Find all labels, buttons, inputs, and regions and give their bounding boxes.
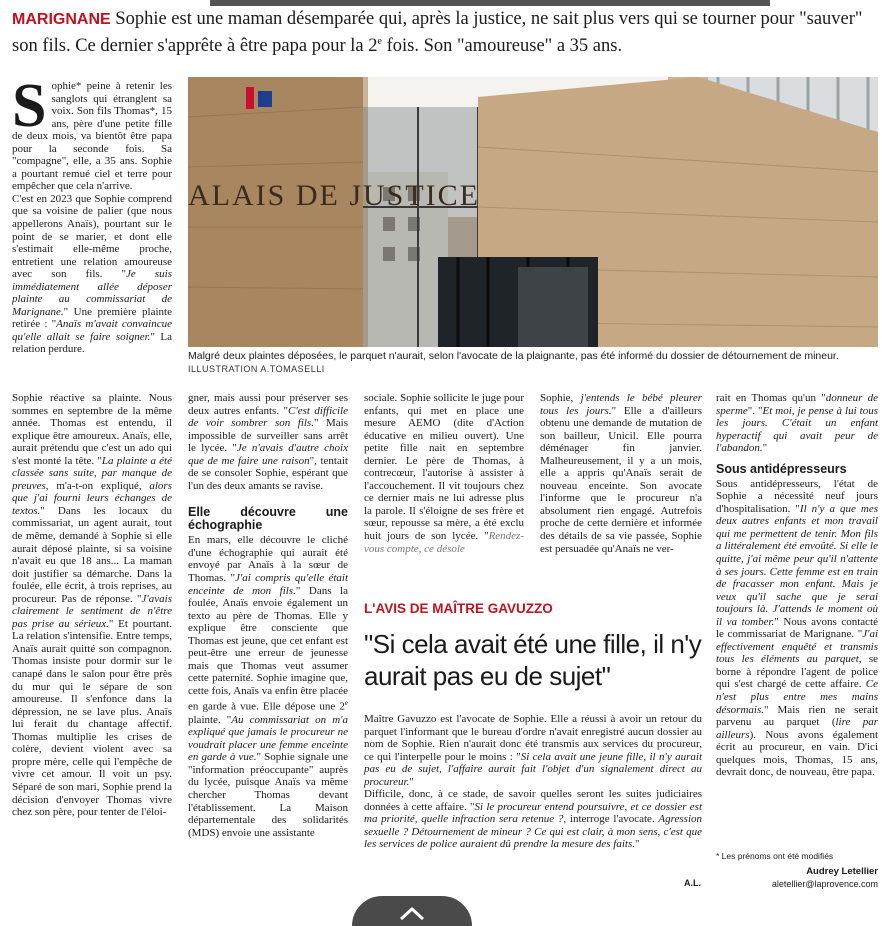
lead-text: Sophie est une maman désemparée qui, après la justice, ne sait plus vers qui se tourner pour "sauver" son fils. Ce dernier s'apprête à être papa pour la 2: [12, 9, 863, 57]
photo-illustration: [188, 77, 878, 347]
quote-italic: j'entends le bébé pleurer tous les jours.: [540, 392, 702, 417]
quote-italic: J'ai compris qu'elle était enceinte de mon fils.: [188, 572, 348, 597]
paragraph: " Nous avons contacté le commissariat de Marignane. ": [716, 615, 878, 641]
quote-italic: J'ai effectivement enquêté et transmis tous les éléments au parquet,: [716, 628, 878, 666]
quote-italic: J'avais clairement le sentiment de n'être pas prise au sérieux.: [12, 592, 172, 630]
quote-italic: Rendez-vous compte, ce désole: [364, 530, 524, 555]
paragraph: " Mais impossible de surveiller sans arrêt le lycée. ": [188, 417, 348, 455]
article-column-5: [716, 392, 878, 848]
paragraph: ophie* peine à retenir les sanglots qui étranglent sa voix. Son fils Thomas*, 15 ans, père d'une petite fille de deux mois, va bientôt être papa pour la seconde fois. Sa "compagne", elle, a 35 ans. Sophie a pourtant remué ciel et terre pour empêcher que cela n'arrive.: [12, 80, 172, 193]
drop-cap: S: [12, 80, 47, 140]
article-column-1-bottom: [12, 392, 172, 904]
paragraph: " La relation perdure.: [12, 330, 172, 356]
photo-credit: ILLUSTRATION A.TOMASELLI: [188, 364, 325, 374]
quote-italic: Et moi, je pense à lui tous les jours. C'était un enfant hyperactif qui avait peur de l'abandon.: [716, 404, 878, 455]
quote-italic: C'est difficile de voir sombrer son fils.: [188, 404, 348, 430]
quote-italic: donneur de sperme: [716, 392, 878, 417]
author-email[interactable]: aletellier@laprovence.com: [771, 879, 878, 889]
quote-italic: Si cela avait une jeune fille, il n'y aurait pas eu de sujet, l'affaire aurait fait l'objet d'un signalement direct au procureur.: [364, 750, 703, 788]
paragraph: " Elle a d'ailleurs obtenu une demande de mutation de son bailleur, Unicil. Elle pourra déménager fin janvier. Malheureusement, il y a un mois, elle a appris qu'Anaïs serait de nouveau enceinte. Son avocate l'informe que le procureur n'a absolument rien engagé. Autrefois proche de cette dernière et informée des détails de sa vie passée, Sophie est persuadée qu'Anaïs ne ver-: [540, 404, 702, 555]
paragraph: Sous antidépresseurs, l'état de Sophie a nécessité neuf jours d'hospitalisation. ": [716, 477, 878, 515]
paragraph: C'est en 2023 que Sophie comprend que sa voisine de palier (que nous appellerons Anaïs), pourtant sur le point de se marier, et dont elle s'estimait elle-même proche, entretient une relation amoureuse avec son fils. ": [12, 192, 172, 281]
courthouse-photo: [188, 77, 878, 347]
paragraph: ). Nous avons également écrit au procureur, en vain. D'ici quelques mois, Thomas, 15 ans, devrait donc, de nouveau, être papa.: [716, 728, 878, 779]
quote-italic: Au commissariat on m'a expliqué que jamais le procureur ne voudrait placer une femme enceinte en garde à vue.: [188, 713, 348, 764]
lead-paragraph: [12, 8, 884, 57]
top-scrollbar: [210, 0, 770, 6]
quote-italic: La plainte a été classée sans suite, par manque de preuves,: [12, 454, 172, 492]
quote-italic: Ce n'est plus entre mes mains désormais.: [716, 678, 878, 716]
paragraph: plainte. ": [188, 713, 232, 726]
paragraph: Sophie,: [540, 392, 581, 404]
paragraph: interroge l'avocate.: [566, 813, 659, 826]
paragraph: m'a-t-on expliqué,: [48, 479, 142, 492]
paragraph: Sophie réactive sa plainte. Nous sommes en septembre de la même année. Thomas est entendu, il explique être amoureux. Anaïs, elle, aurait prétendu que c'est un ado qui s'est monté la tête. ": [12, 392, 172, 467]
lead-text-end: fois. Son "amoureuse" a 35 ans.: [381, 36, 623, 57]
article-column-2: [188, 392, 348, 904]
quote-italic: lire par ailleurs: [716, 716, 878, 741]
paragraph: " Dans la foulée, Anaïs envoie également un texto au père de Thomas. Elle y explique être consciente que Thomas est jeune, que cet enfant est peut-être une erreur de jeunesse mais que Thomas veut assumer cette paternité. Sophie imagine que, cette fois, Anaïs va enfin être placée en garde à vue. Elle dépose une 2: [188, 584, 348, 714]
paragraph: ". ": [747, 404, 763, 417]
paragraph: ": [409, 775, 414, 788]
scroll-up-handle[interactable]: [352, 896, 472, 926]
quote-italic: Anaïs m'avait convaincue qu'elle allait se faire soigner.: [12, 318, 172, 343]
caption-text: Malgré deux plaintes déposées, le parquet n'aurait, selon l'avocate de la plaignante, pas été informé du dossier de détournement de mineur.: [188, 350, 839, 362]
author-name: Audrey Letellier: [806, 866, 878, 877]
paragraph: ": [634, 838, 640, 851]
box-body: [364, 713, 702, 851]
subheading: Elle découvre une échographie: [188, 505, 348, 533]
paragraph: Difficile, donc, à ce stade, de savoir quelles seront les suites judiciaires données à cette affaire. ": [364, 788, 702, 813]
box-initials: A.L.: [684, 878, 701, 888]
paragraph: En mars, elle découvre le cliché d'une échographie qui aurait été envoyé par Anaïs à la sœur de Thomas. ": [188, 534, 348, 585]
paragraph: " Une première plainte retirée : ": [12, 305, 172, 331]
footnote: * Les prénoms ont été modifiés: [716, 851, 834, 861]
quote-italic: Il n'y a que mes deux autres enfants et mon travail qui me permettent de tenir. Mon fils a littéralement été envoûté. Si elle le quitte, j'ai même peur qu'il n'attente à ses jours. Cette femme est en train de fracasser mon enfant. Mais je veux qu'il sache que je serai toujours là. J'attends le moment où il va tomber.: [716, 502, 878, 628]
paragraph: Maître Gavuzzo est l'avocate de Sophie. Elle a réussi à avoir un retour du parquet l'informant que le bureau d'ordre n'avait enregistré aucun dossier au nom de Sophie. Rien n'aurait donc été transmis aux services du procureur, ce qui l'interpelle pour le moins : ": [364, 713, 702, 763]
paragraph: ": [762, 442, 768, 455]
paragraph: " Dans les locaux du commissariat, un agent aurait, tout de même, demandé à Sophie si elle aurait déposé plainte, si sa voisine n'avait eu que 18 ans... La maman doit justifier sa démarche. Dans la foulée, elle écrit, à trois reprises, au procureur. Pas de réponse. ": [12, 504, 172, 605]
subheading: Sous antidépresseurs: [716, 461, 847, 476]
box-quote-title: "Si cela avait été une fille, il n'y aurait pas eu de sujet": [364, 629, 702, 691]
quote-italic: Je suis immédiatement allée déposer plainte au commissariat de Marignane.: [12, 268, 172, 318]
superscript: e: [344, 699, 348, 708]
quote-italic: Agression sexuelle ? Détournement de mineur ? Ce qui est clair, à mon sens, c'est que les services de police auraient dû prendre la mesure des faits.: [364, 813, 703, 851]
article-column-4: [540, 392, 702, 580]
paragraph: ", tentait de se consoler Sophie, espérant que l'un des deux amants se ravise.: [188, 454, 348, 492]
photo-caption: [188, 350, 878, 376]
photo-sign-text: ALAIS DE JUSTICE: [188, 179, 480, 212]
paragraph: se borne à répondre l'agent de police qui s'est chargé de cette affaire.: [716, 653, 878, 691]
paragraph: gner, mais aussi pour préserver ses deux autres enfants. ": [188, 392, 348, 417]
place-label: MARIGNANE: [12, 11, 111, 28]
paragraph: rait en Thomas qu'un ": [716, 392, 826, 404]
paragraph: sociale. Sophie sollicite le juge pour enfants, qui met en place une mesure AEMO (dite d'Action éducative en milieu ouvert). Une petite fille nait en septembre dernier. Le père de Thomas, à contrecœur, l'autorise à assister à l'accouchement. Il vit toujours chez ce dernier mais ne lui adresse plus la parole. Il s'éloigne de ses frère et sœur, repousse sa mère, a été exclu huit jours de son lycée. ": [364, 392, 524, 543]
paragraph: " Sophie signale une "information préoccupante" auprès du lycée, puisque Anaïs va même chercher Thomas devant l'établissement. La Maison départementale des solidarités (MDS) envoie une assistante: [188, 751, 348, 839]
article-column-1-top: [12, 80, 172, 390]
quote-italic: Je n'avais d'autre choix que de me faire une raison: [188, 442, 348, 467]
quote-italic: alors que j'ai fourni leurs échanges de textos.: [12, 479, 172, 517]
quote-italic: Si le procureur entend poursuivre, et ce dossier est ma priorité, quelle infraction sera retenue ?,: [364, 800, 702, 826]
paragraph: " Mais rien ne serait parvenu au parquet (: [716, 703, 878, 729]
paragraph: " Et pourtant. La relation s'intensifie. Entre temps, Anaïs aurait quitté son compagnon. Thomas insiste pour dormir sur le canapé dans le salon pour être près du mur qui le sépare de son amoureuse. Il s'enfonce dans la dépression, ne se lave plus. Anaïs lui ferait du chantage affectif. Thomas multiplie les crises de colère, devient violent avec sa propre mère, celle qui l'empêche de vivre cet amour. Il voit un psy. Séparé de son mari, Sophie prend la décision d'envoyer Thomas vivre chez son père, pour tenter de l'éloi-: [12, 617, 172, 819]
lead-superscript: e: [377, 36, 382, 47]
box-kicker: L'AVIS DE MAÎTRE GAVUZZO: [364, 601, 553, 616]
article-column-3: [364, 392, 524, 580]
